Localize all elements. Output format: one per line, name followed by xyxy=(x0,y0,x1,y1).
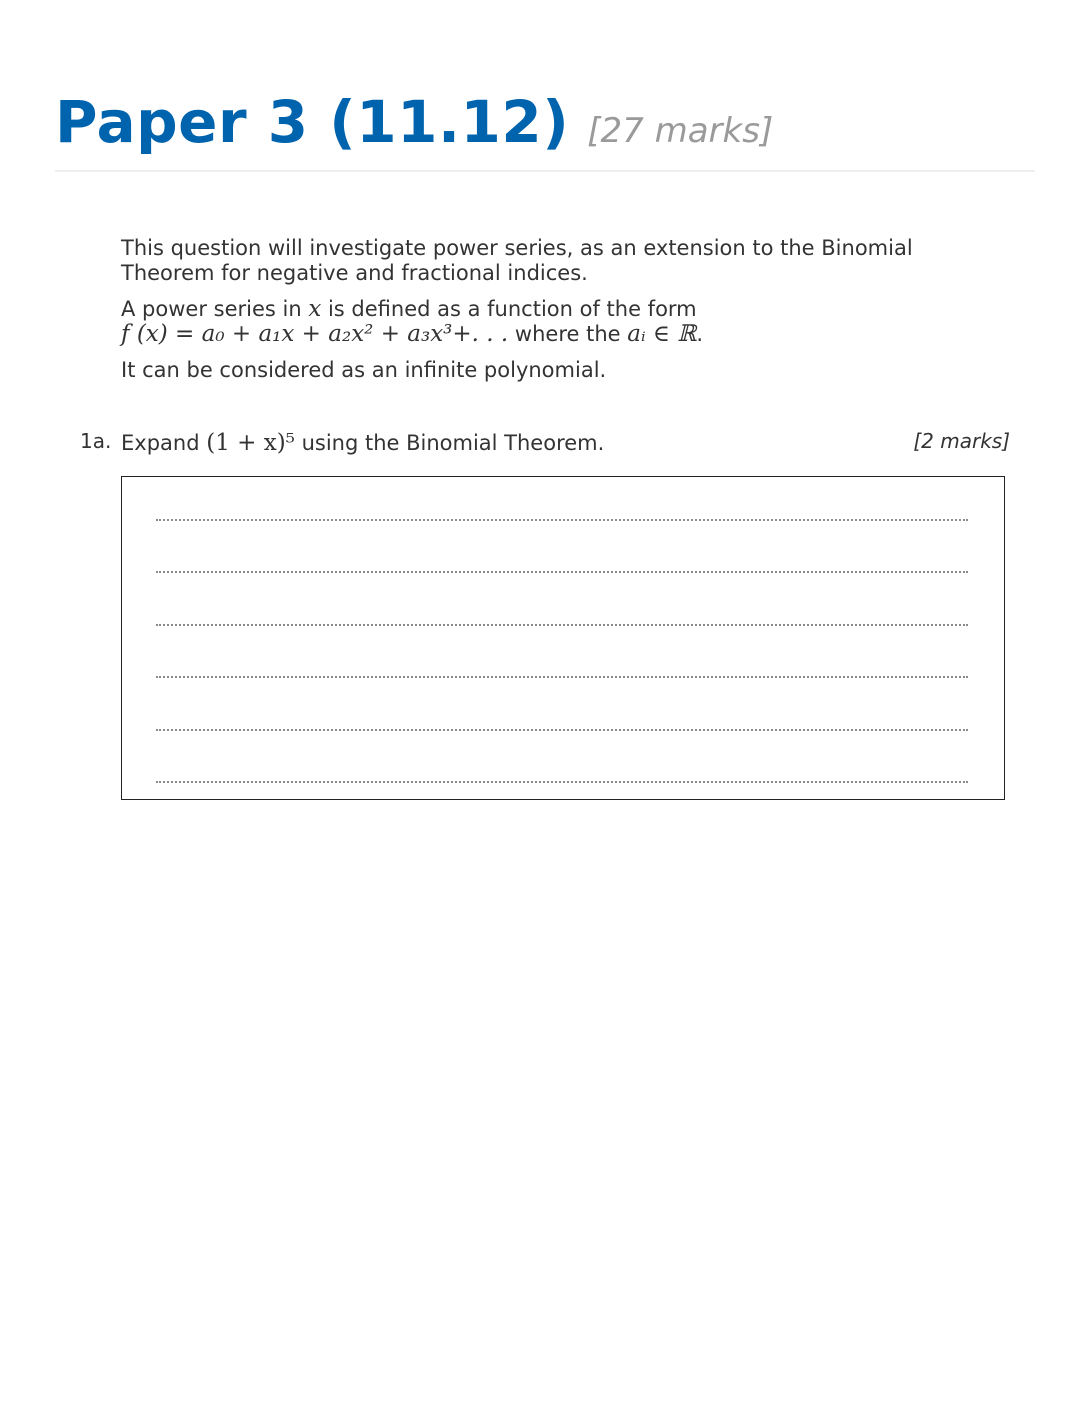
answer-box[interactable] xyxy=(121,476,1005,800)
intro-paragraph-2 xyxy=(121,297,1001,347)
binomial-expression: (1 + x)⁵ xyxy=(206,430,295,456)
coefficient-condition: aᵢ ∈ ℝ xyxy=(627,321,697,347)
answer-line[interactable] xyxy=(156,571,968,573)
answer-line[interactable] xyxy=(156,519,968,521)
answer-line[interactable] xyxy=(156,729,968,731)
question-introduction xyxy=(121,236,1001,394)
intro-paragraph-3: It can be considered as an infinite polynomial. xyxy=(121,358,607,382)
answer-line[interactable] xyxy=(156,781,968,783)
question-text-start: Expand xyxy=(121,431,207,455)
page-title: Paper 3 (11.12) xyxy=(55,88,570,156)
question-number: 1a. xyxy=(80,429,112,453)
answer-line[interactable] xyxy=(156,624,968,626)
intro-text: A power series in xyxy=(121,297,309,321)
answer-line[interactable] xyxy=(156,676,968,678)
intro-paragraph-1: This question will investigate power series, as an extension to the Binomial Theorem for negative and fractional indices. xyxy=(121,236,913,285)
power-series-formula: f (x) = a₀ + a₁x + a₂x² + a₃x³+. . . xyxy=(121,321,509,347)
variable-x: x xyxy=(308,296,322,322)
intro-text: . xyxy=(696,322,704,346)
intro-text: is defined as a function of the form xyxy=(321,297,697,321)
page-header xyxy=(55,88,1035,156)
question-text xyxy=(121,430,604,456)
question-marks: [2 marks] xyxy=(913,429,1010,453)
total-marks: [27 marks] xyxy=(587,111,774,151)
intro-text: where the xyxy=(508,322,628,346)
header-divider xyxy=(55,170,1035,172)
question-text-end: using the Binomial Theorem. xyxy=(294,431,605,455)
